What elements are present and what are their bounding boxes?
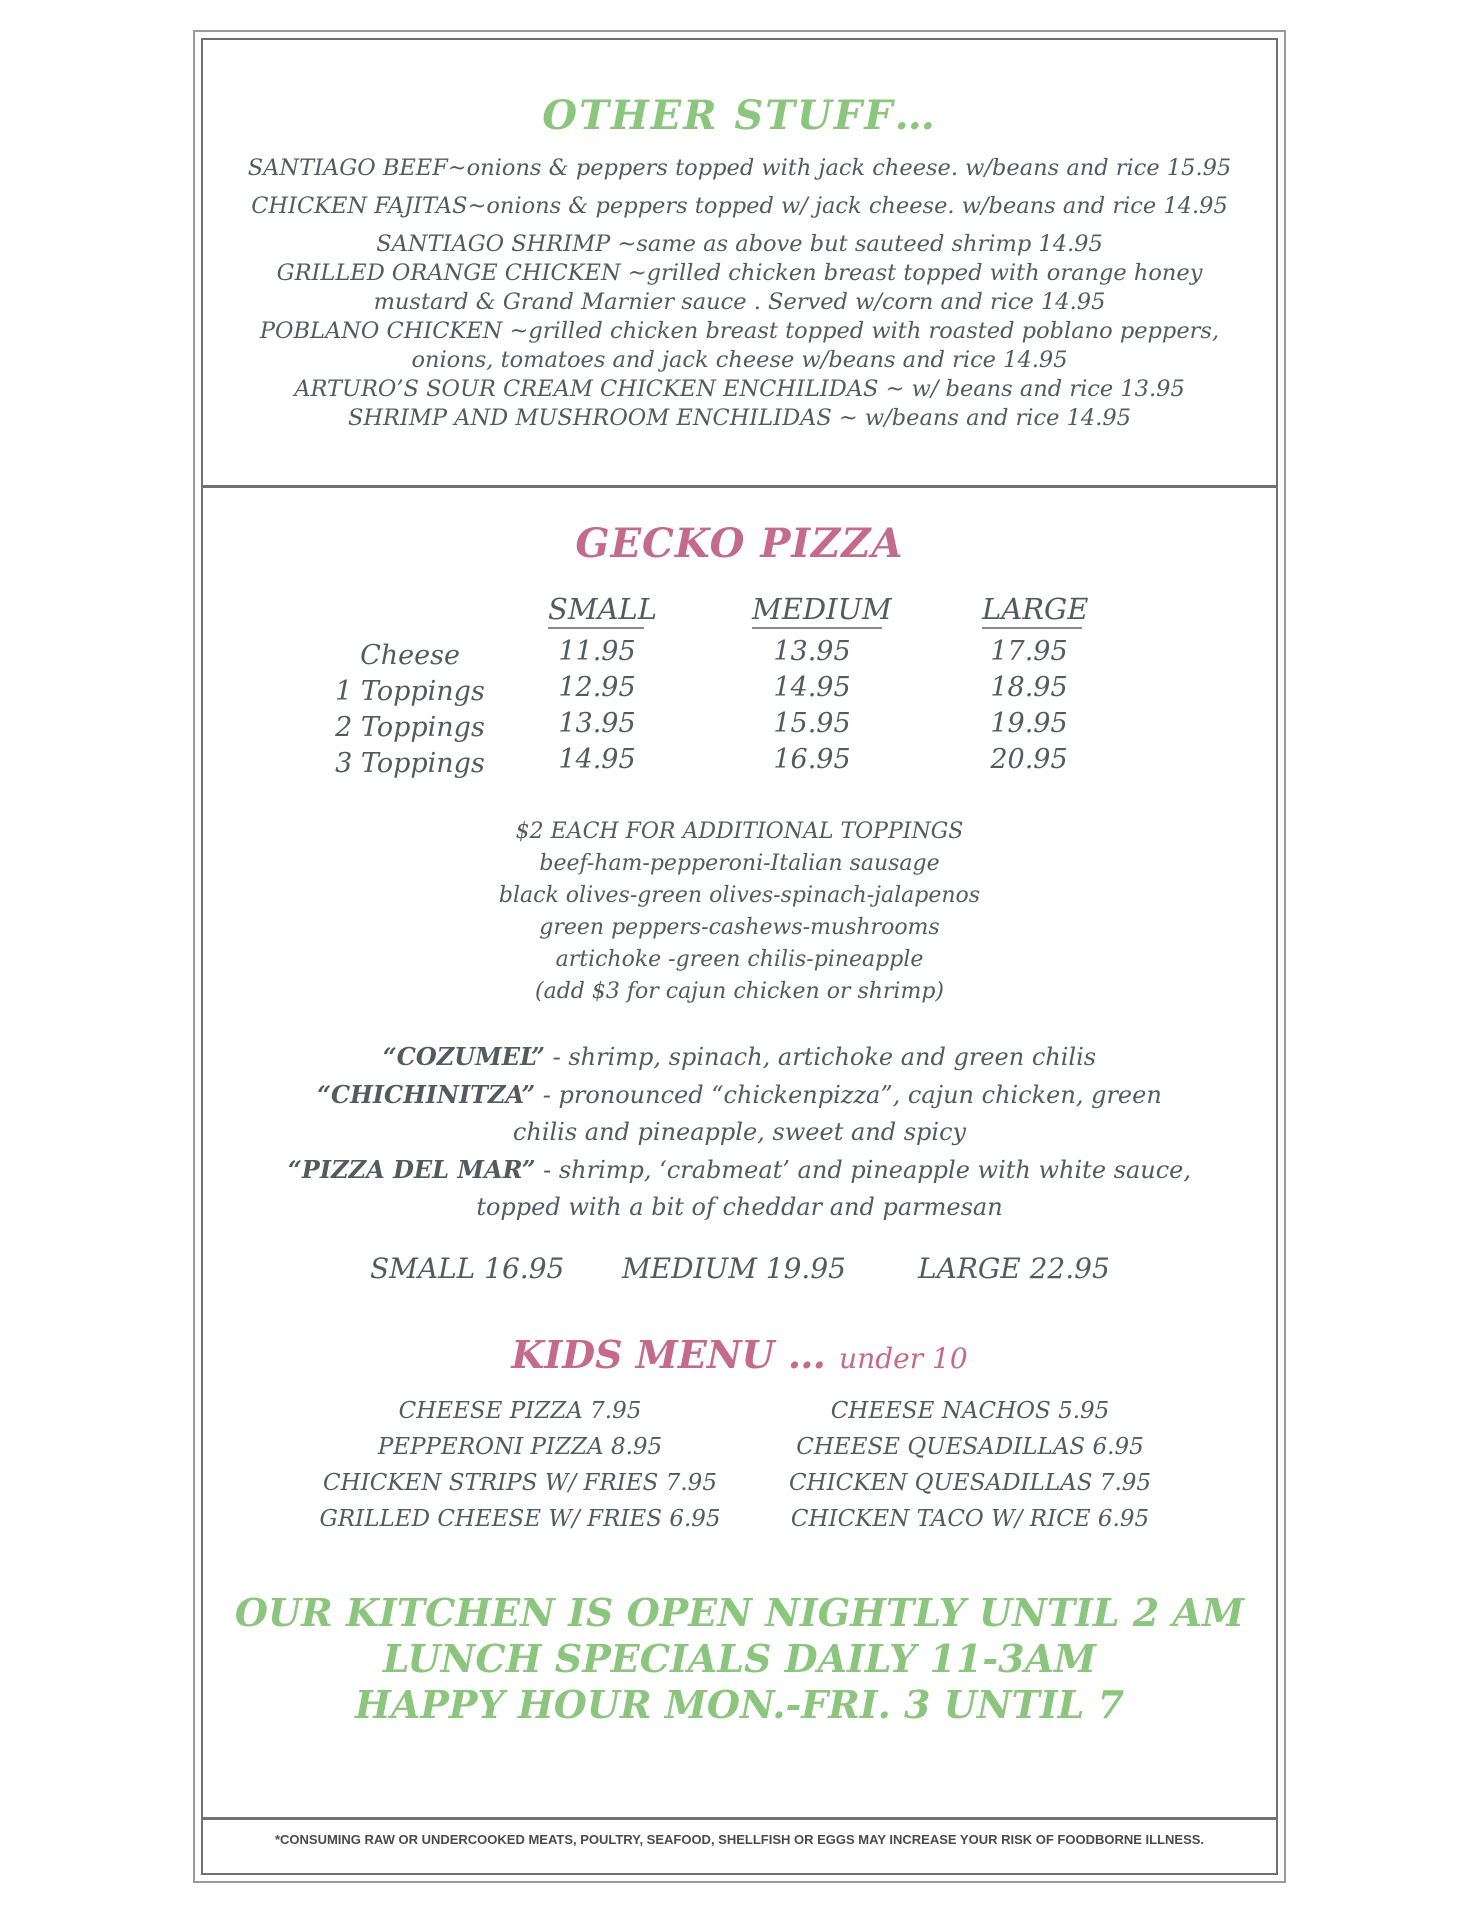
- gecko-pizza-title: GECKO PIZZA: [575, 520, 904, 567]
- price-cell: 18.95: [990, 672, 1068, 703]
- specialty-name: “COZUMEL”: [382, 1042, 545, 1071]
- specialty-price-small: SMALL 16.95: [370, 1252, 565, 1285]
- menu-item: SANTIAGO BEEF~onions & peppers topped with jack cheese. w/beans and rice 15.95: [247, 155, 1232, 181]
- price-cell: 13.95: [773, 636, 851, 667]
- kids-item: CHICKEN QUESADILLAS 7.95: [788, 1470, 1152, 1496]
- kids-menu-title: [201, 1332, 1278, 1377]
- specialty-desc: chilis and pineapple, sweet and spicy: [512, 1118, 967, 1146]
- specialty-desc: - shrimp, ‘crabmeat’ and pineapple with white sauce,: [535, 1156, 1192, 1184]
- kitchen-hours: OUR KITCHEN IS OPEN NIGHTLY UNTIL 2 AM: [234, 1590, 1245, 1635]
- toppings-line: green peppers-cashews-mushrooms: [539, 915, 940, 940]
- other-stuff-list: [201, 155, 1278, 434]
- toppings-line: beef-ham-pepperoni-Italian sausage: [539, 851, 940, 876]
- price-cell: 15.95: [773, 708, 851, 739]
- kids-menu-right: [760, 1393, 1180, 1537]
- foodborne-illness-disclaimer: *CONSUMING RAW OR UNDERCOOKED MEATS, POULTRY, SEAFOOD, SHELLFISH OR EGGS MAY INCREASE YOUR RISK OF FOODBORNE ILLNESS.: [274, 1832, 1205, 1847]
- price-cell: 12.95: [558, 672, 636, 703]
- price-cell: 20.95: [990, 744, 1068, 775]
- kids-menu-subtitle: under 10: [839, 1342, 968, 1375]
- specialty-line: [201, 1114, 1278, 1151]
- pizza-row-label: 1 Toppings: [335, 676, 485, 707]
- menu-item: ARTURO’S SOUR CREAM CHICKEN ENCHILIDAS ~ w/ beans and rice 13.95: [294, 376, 1185, 402]
- price-cell: 13.95: [558, 708, 636, 739]
- pizza-row-label: 3 Toppings: [335, 748, 485, 779]
- section-divider: [201, 485, 1278, 488]
- price-cell: 14.95: [773, 672, 851, 703]
- price-cell: 17.95: [990, 636, 1068, 667]
- size-header-medium: MEDIUM: [752, 592, 882, 629]
- hours-info: [201, 1590, 1278, 1728]
- menu-item: POBLANO CHICKEN ~grilled chicken breast topped with roasted poblano peppers,: [259, 318, 1220, 344]
- price-cell: 14.95: [558, 744, 636, 775]
- footer-divider: [201, 1817, 1278, 1820]
- specialty-name: “CHICHINITZA”: [317, 1080, 536, 1109]
- specialty-line: [201, 1038, 1278, 1076]
- specialty-pizzas: [201, 1038, 1278, 1226]
- menu-item: SANTIAGO SHRIMP ~same as above but sauteed shrimp 14.95: [376, 231, 1103, 257]
- pizza-row-label: Cheese: [360, 640, 460, 671]
- toppings-line: black olives-green olives-spinach-jalapenos: [498, 883, 981, 908]
- specialty-price-large: LARGE 22.95: [918, 1252, 1110, 1285]
- kids-item: CHEESE QUESADILLAS 6.95: [796, 1434, 1144, 1460]
- price-cell: 16.95: [773, 744, 851, 775]
- toppings-note: (add $3 for cajun chicken or shrimp): [535, 979, 944, 1004]
- happy-hour: HAPPY HOUR MON.-FRI. 3 UNTIL 7: [354, 1682, 1125, 1727]
- specialty-desc: - pronounced “chickenpizza”, cajun chicken, green: [535, 1081, 1162, 1109]
- kids-item: CHEESE PIZZA 7.95: [398, 1398, 642, 1424]
- specialty-line: [201, 1076, 1278, 1114]
- menu-item-continued: mustard & Grand Marnier sauce . Served w/corn and rice 14.95: [373, 289, 1106, 315]
- kids-menu-heading: KIDS MENU …: [511, 1332, 826, 1377]
- pizza-row-label: 2 Toppings: [335, 712, 485, 743]
- kids-item: CHEESE NACHOS 5.95: [830, 1398, 1110, 1424]
- menu-item: SHRIMP AND MUSHROOM ENCHILIDAS ~ w/beans and rice 14.95: [348, 405, 1131, 431]
- size-header-large: LARGE: [982, 592, 1082, 629]
- kids-item: CHICKEN TACO W/ RICE 6.95: [790, 1506, 1150, 1532]
- specialty-name: “PIZZA DEL MAR”: [287, 1155, 536, 1184]
- price-cell: 11.95: [558, 636, 636, 667]
- specialty-line: [201, 1189, 1278, 1226]
- toppings-line: artichoke -green chilis-pineapple: [555, 947, 924, 972]
- kids-item: PEPPERONI PIZZA 8.95: [377, 1434, 663, 1460]
- specialty-desc: topped with a bit of cheddar and parmesan: [476, 1193, 1003, 1221]
- other-stuff-title: OTHER STUFF…: [542, 92, 937, 139]
- price-cell: 19.95: [990, 708, 1068, 739]
- menu-item: CHICKEN FAJITAS~onions & peppers topped w/ jack cheese. w/beans and rice 14.95: [251, 193, 1228, 219]
- kids-item: CHICKEN STRIPS W/ FRIES 7.95: [323, 1470, 717, 1496]
- specialty-price-medium: MEDIUM 19.95: [622, 1252, 846, 1285]
- kids-item: GRILLED CHEESE W/ FRIES 6.95: [319, 1506, 721, 1532]
- specialty-line: [201, 1151, 1278, 1189]
- menu-item-continued: onions, tomatoes and jack cheese w/beans and rice 14.95: [411, 347, 1068, 373]
- specialty-desc: - shrimp, spinach, artichoke and green chilis: [544, 1043, 1097, 1071]
- size-header-small: SMALL: [548, 592, 644, 629]
- menu-item: GRILLED ORANGE CHICKEN ~grilled chicken breast topped with orange honey: [276, 260, 1203, 286]
- toppings-heading: $2 EACH FOR ADDITIONAL TOPPINGS: [515, 819, 964, 844]
- lunch-specials: LUNCH SPECIALS DAILY 11-3AM: [382, 1636, 1097, 1681]
- toppings-list: [201, 816, 1278, 1008]
- kids-menu-left: [300, 1393, 740, 1537]
